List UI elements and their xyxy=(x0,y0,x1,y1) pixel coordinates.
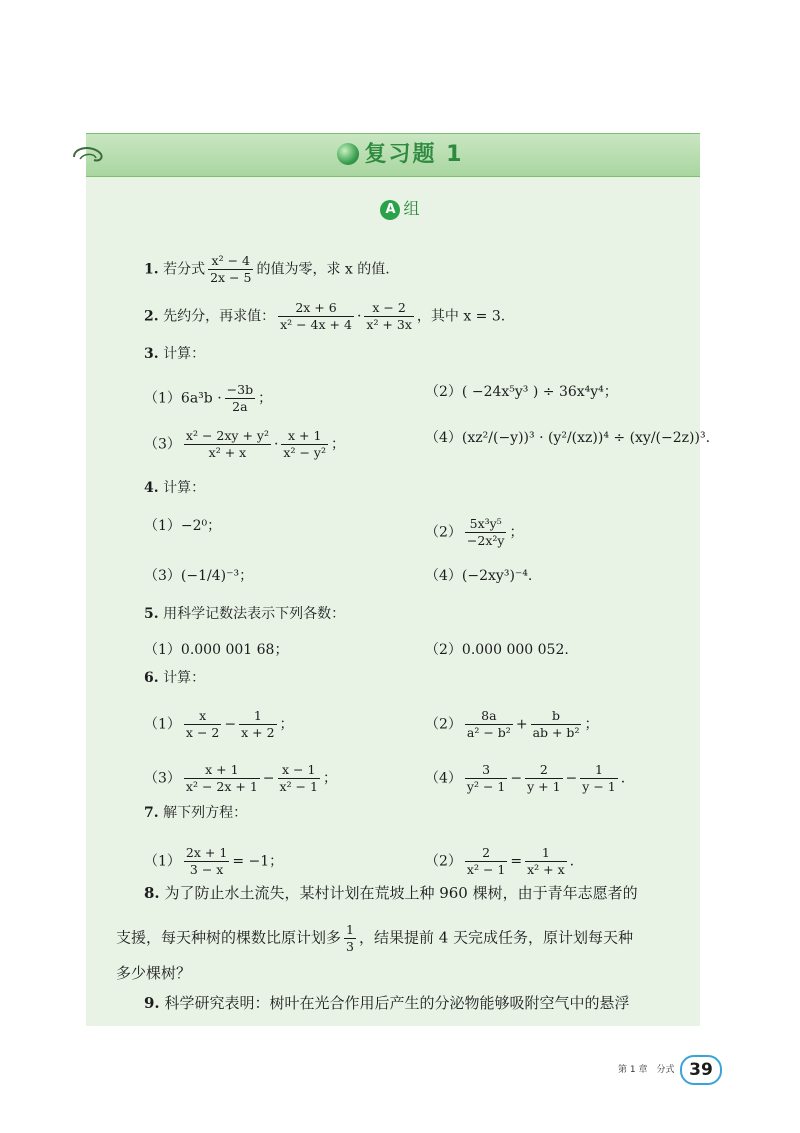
denominator: 3 − x xyxy=(189,862,224,877)
problem-number: 7. xyxy=(144,805,159,821)
numerator: 1 xyxy=(525,845,567,862)
expression: 6a³b · xyxy=(180,390,222,407)
item-label: （1） xyxy=(144,642,181,658)
item-label: （1） xyxy=(144,716,181,733)
item-label: （4） xyxy=(425,568,462,584)
problem-number: 2. xyxy=(144,308,159,325)
item-label: （1） xyxy=(144,390,181,407)
problem-text: 用科学记数法表示下列各数： xyxy=(163,606,346,622)
denominator: y² − 1 xyxy=(466,779,506,794)
problem-2 xyxy=(144,300,505,333)
fraction xyxy=(344,922,356,955)
item-label: （4） xyxy=(425,770,462,787)
expression: (xz²/(−y))³ · (y²/(xz))⁴ ÷ (xy/(−2z))³. xyxy=(461,430,711,446)
fraction xyxy=(208,253,253,286)
numerator: 1 xyxy=(239,708,276,725)
fraction xyxy=(184,845,229,878)
problem-4-a xyxy=(144,516,221,536)
problem-7-a xyxy=(144,845,283,878)
operator: + xyxy=(515,716,528,733)
item-label: （1） xyxy=(144,853,181,870)
fraction xyxy=(239,708,276,741)
fraction xyxy=(278,762,320,795)
denominator: x² + x xyxy=(208,445,247,460)
problem-3-d xyxy=(425,428,710,448)
denominator: x + 2 xyxy=(241,725,275,740)
fraction xyxy=(184,762,260,795)
numerator: x + 1 xyxy=(281,428,328,445)
operator: − xyxy=(262,770,275,787)
item-label: （2） xyxy=(425,716,462,733)
operator: · xyxy=(356,308,362,325)
numerator: 5x³y⁵ xyxy=(465,516,507,533)
problem-4-d xyxy=(425,566,532,586)
problem-text: 若分式 xyxy=(163,261,206,278)
expression: . xyxy=(620,770,626,787)
denominator: x² + 3x xyxy=(366,317,412,332)
item-label: （1） xyxy=(144,518,181,534)
group-badge: A xyxy=(380,200,400,220)
problem-text: 计算： xyxy=(163,346,206,362)
denominator: 2x − 5 xyxy=(210,270,252,285)
operator: − xyxy=(565,770,578,787)
problem-5-a xyxy=(144,640,288,660)
problem-text: 先约分，再求值： xyxy=(163,308,276,325)
fraction xyxy=(465,516,507,549)
expression: ； xyxy=(330,436,345,453)
problem-4-b xyxy=(425,516,523,549)
problem-7-title xyxy=(144,803,247,823)
expression: ； xyxy=(279,716,294,733)
numerator: 8a xyxy=(465,708,513,725)
group-heading xyxy=(0,196,800,222)
operator: · xyxy=(273,436,279,453)
expression: (−2xy³)⁻⁴. xyxy=(461,568,533,584)
problem-4-title xyxy=(144,478,205,498)
fraction xyxy=(364,300,413,333)
expression: . xyxy=(569,853,575,870)
problem-number: 9. xyxy=(144,994,160,1012)
denominator: x² − 2x + 1 xyxy=(185,779,258,794)
problem-number: 4. xyxy=(144,480,159,496)
problem-text: 计算： xyxy=(163,480,206,496)
problem-text: 为了防止水土流失，某村计划在荒坡上种 960 棵树，由于青年志愿者的 xyxy=(164,884,638,902)
problem-text: 多少棵树？ xyxy=(116,964,192,982)
fraction xyxy=(525,845,567,878)
problem-8-line-3 xyxy=(116,962,191,984)
page-title xyxy=(0,138,800,172)
numerator: 2x + 1 xyxy=(185,845,228,860)
expression: ； xyxy=(509,524,524,541)
denominator: ab + b² xyxy=(532,725,580,740)
problem-8-line-1 xyxy=(144,882,638,904)
numerator: 2x + 6 xyxy=(278,300,354,317)
fraction xyxy=(281,428,328,461)
problem-number: 5. xyxy=(144,606,159,622)
problem-3-c xyxy=(144,428,345,461)
problem-9-line-1 xyxy=(144,992,629,1014)
problem-7-b xyxy=(425,845,574,878)
denominator: x² + x xyxy=(527,862,565,877)
globe-icon xyxy=(337,143,359,165)
problem-text: ，其中 x = 3. xyxy=(416,308,506,325)
problem-5-title xyxy=(144,604,345,624)
expression: ( −24x⁵y³ ) ÷ 36x⁴y⁴； xyxy=(461,384,618,400)
group-label: 组 xyxy=(403,199,420,218)
problem-text: ，结果提前 4 天完成任务，原计划每天种 xyxy=(358,928,634,947)
problem-6-b xyxy=(425,708,598,741)
item-label: （4） xyxy=(425,430,462,446)
denominator: x² − 1 xyxy=(466,862,506,877)
expression: ； xyxy=(322,770,337,787)
item-label: （2） xyxy=(425,384,462,400)
fraction xyxy=(465,845,507,878)
numerator: x² − 4 xyxy=(208,253,253,270)
problem-number: 3. xyxy=(144,346,159,362)
problem-6-c xyxy=(144,762,337,795)
expression: = −1； xyxy=(232,853,284,870)
problem-text: 的值为零，求 x 的值. xyxy=(256,261,390,278)
denominator: x² − y² xyxy=(283,445,326,460)
problem-text: 解下列方程： xyxy=(163,805,248,821)
numerator: x² − 2xy + y² xyxy=(185,428,269,443)
numerator: x xyxy=(184,708,221,725)
fraction xyxy=(465,708,513,741)
item-label: （2） xyxy=(425,524,462,541)
problem-3-b xyxy=(425,382,618,402)
expression: ； xyxy=(258,390,273,407)
expression: −2⁰； xyxy=(180,518,222,534)
expression: ； xyxy=(584,716,599,733)
operator: − xyxy=(510,770,523,787)
title-text: 复习题 1 xyxy=(364,142,464,167)
fraction xyxy=(184,428,271,461)
fraction xyxy=(531,708,582,741)
item-label: （2） xyxy=(425,853,462,870)
problem-number: 1. xyxy=(144,261,159,278)
chapter-label: 第 1 章 分式 xyxy=(618,1065,675,1075)
denominator: −2x²y xyxy=(466,533,505,548)
problem-6-a xyxy=(144,708,294,741)
denominator: x − 2 xyxy=(185,725,220,740)
numerator: 2 xyxy=(525,762,562,779)
denominator: 3 xyxy=(346,939,354,954)
fraction xyxy=(225,382,255,415)
fraction xyxy=(580,762,617,795)
item-label: （3） xyxy=(144,436,181,453)
numerator: −3b xyxy=(226,382,254,397)
fraction xyxy=(184,708,221,741)
problem-5-b xyxy=(425,640,569,660)
fraction xyxy=(465,762,507,795)
fraction xyxy=(525,762,562,795)
problem-text: 计算： xyxy=(163,670,206,686)
operator: = xyxy=(510,853,523,870)
item-label: （3） xyxy=(144,568,181,584)
expression: 0.000 001 68； xyxy=(180,642,289,658)
denominator: y − 1 xyxy=(582,779,616,794)
denominator: 2a xyxy=(232,399,248,414)
fraction xyxy=(278,300,354,333)
expression: (−1/4)⁻³； xyxy=(180,568,254,584)
problem-4-c xyxy=(144,566,253,586)
problem-1 xyxy=(144,253,390,286)
item-label: （2） xyxy=(425,642,462,658)
numerator: x − 1 xyxy=(278,762,320,779)
problem-text: 科学研究表明：树叶在光合作用后产生的分泌物能够吸附空气中的悬浮 xyxy=(164,994,630,1012)
denominator: x² − 4x + 4 xyxy=(280,317,352,332)
problem-number: 6. xyxy=(144,670,159,686)
problem-text: 支援，每天种树的棵数比原计划多 xyxy=(116,928,342,947)
problem-number: 8. xyxy=(144,884,160,902)
numerator: x + 1 xyxy=(184,762,260,779)
problem-8-line-2 xyxy=(116,922,633,955)
item-label: （3） xyxy=(144,770,181,787)
numerator: 1 xyxy=(346,922,354,937)
operator: − xyxy=(224,716,237,733)
page-number: 39 xyxy=(680,1055,722,1085)
numerator: 2 xyxy=(465,845,507,862)
problem-6-d xyxy=(425,762,625,795)
problem-3-title xyxy=(144,344,205,364)
expression: 0.000 000 052. xyxy=(461,642,569,658)
numerator: x − 2 xyxy=(364,300,413,317)
numerator: 3 xyxy=(465,762,507,779)
denominator: a² − b² xyxy=(466,725,511,740)
denominator: x² − 1 xyxy=(279,779,318,794)
problem-6-title xyxy=(144,668,205,688)
numerator: 1 xyxy=(580,762,617,779)
numerator: b xyxy=(531,708,582,725)
problem-3-a xyxy=(144,382,272,415)
denominator: y + 1 xyxy=(527,779,561,794)
